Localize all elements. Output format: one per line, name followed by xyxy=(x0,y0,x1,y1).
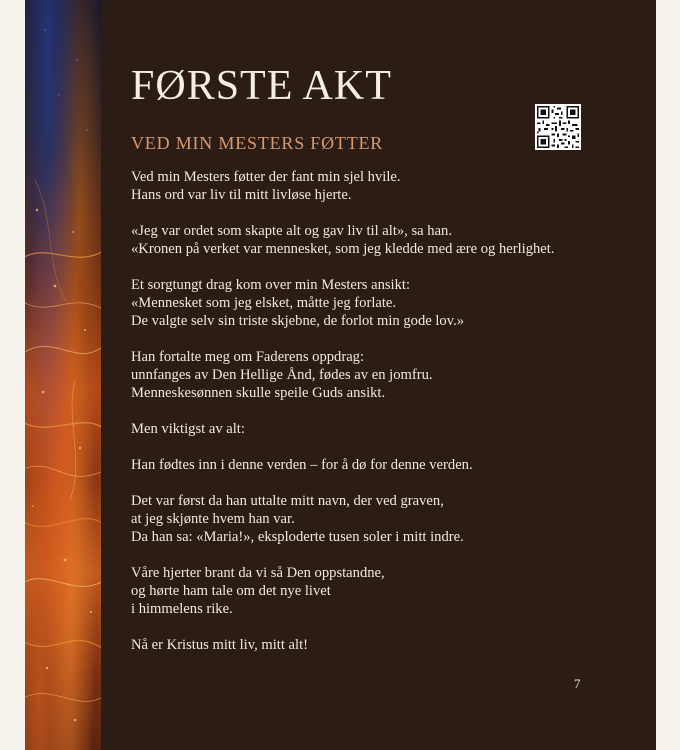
poem-stanza xyxy=(131,168,631,204)
poem-line: Hans ord var liv til mitt livløse hjerte. xyxy=(131,187,352,203)
poem-line: Han fødtes inn i denne verden – for å dø for denne verden. xyxy=(131,457,473,473)
qr-code-icon[interactable] xyxy=(535,104,581,150)
act-title: FØRSTE AKT xyxy=(131,63,392,109)
poem-line: «Kronen på verket var mennesket, som jeg kledde med ære og herlighet. xyxy=(131,241,555,257)
paint-splatter-artwork xyxy=(25,0,101,750)
page-content xyxy=(101,0,656,750)
poem-line: Menneskesønnen skulle speile Guds ansikt. xyxy=(131,385,386,401)
poem-line: unnfanges av Den Hellige Ånd, fødes av en jomfru. xyxy=(131,367,433,383)
poem-stanza xyxy=(131,492,631,546)
poem-stanza xyxy=(131,420,631,438)
poem-line: i himmelens rike. xyxy=(131,601,233,617)
poem-line: Våre hjerter brant da vi så Den oppstandne, xyxy=(131,565,385,581)
poem-stanza xyxy=(131,348,631,402)
poem-title: VED MIN MESTERS FØTTER xyxy=(131,133,384,153)
poem-line: Han fortalte meg om Faderens oppdrag: xyxy=(131,349,365,365)
poem-stanza xyxy=(131,636,631,654)
poem-line: Da han sa: «Maria!», eksploderte tusen soler i mitt indre. xyxy=(131,529,464,545)
poem-line: Det var først da han uttalte mitt navn, der ved graven, xyxy=(131,493,444,509)
poem-stanza xyxy=(131,564,631,618)
poem-line: at jeg skjønte hvem han var. xyxy=(131,511,295,527)
poem-stanza xyxy=(131,276,631,330)
poem-line: «Jeg var ordet som skapte alt og gav liv til alt», sa han. xyxy=(131,223,452,239)
poem-line: Et sorgtungt drag kom over min Mesters ansikt: xyxy=(131,277,411,293)
poem-line: «Mennesket som jeg elsket, måtte jeg forlate. xyxy=(131,295,397,311)
poem-line: Ved min Mesters føtter der fant min sjel hvile. xyxy=(131,169,401,185)
poem-stanza xyxy=(131,456,631,474)
poem-stanza xyxy=(131,222,631,258)
poem-line: De valgte selv sin triste skjebne, de forlot min gode lov.» xyxy=(131,313,465,329)
qr-code-graphic xyxy=(535,104,581,150)
poem-line: og hørte ham tale om det nye livet xyxy=(131,583,331,599)
page-number: 7 xyxy=(574,676,581,691)
poem-body xyxy=(131,168,631,672)
poem-line: Nå er Kristus mitt liv, mitt alt! xyxy=(131,637,308,653)
decorative-artwork-strip xyxy=(25,0,101,750)
poem-line: Men viktigst av alt: xyxy=(131,421,245,437)
book-page xyxy=(25,0,656,750)
